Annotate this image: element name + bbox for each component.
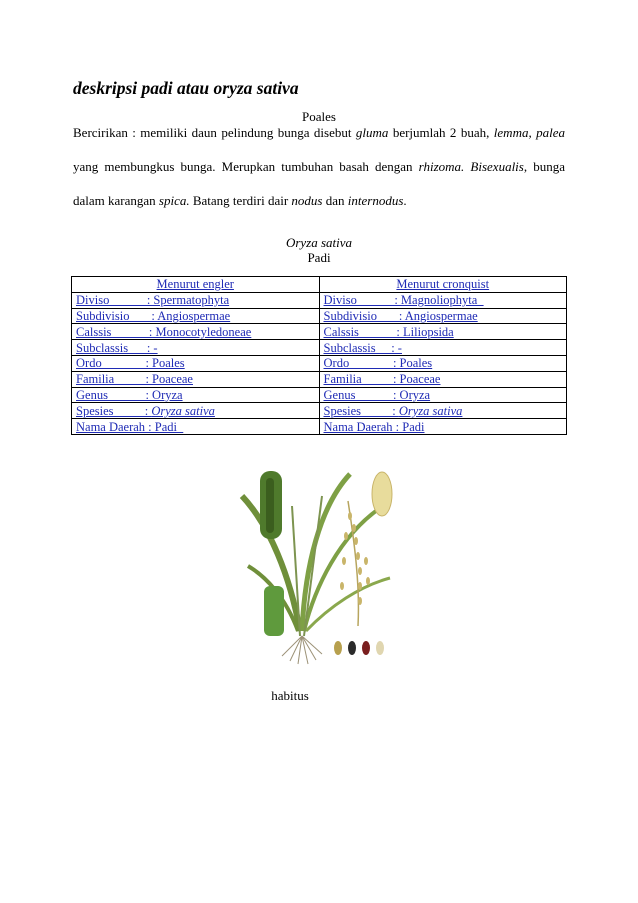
order-heading: Poales [302, 109, 336, 124]
taxonomy-table [71, 276, 567, 435]
paragraph-text: berjumlah 2 buah, [388, 125, 494, 140]
table-cell [319, 371, 567, 387]
cell-link[interactable]: Genus : Oryza [323, 387, 431, 402]
table-cell [72, 324, 320, 340]
table-row [72, 324, 567, 340]
cell-link[interactable]: Calssis : Liliopsida [323, 324, 454, 339]
cell-label: Spesies : [323, 403, 399, 418]
table-cell [72, 308, 320, 324]
paragraph-line-1 [73, 125, 565, 141]
cell-link[interactable]: Diviso : Magnoliophyta [323, 293, 484, 308]
cell-link[interactable]: Ordo : Poales [323, 356, 433, 371]
table-header-row [72, 277, 567, 293]
table-cell [72, 387, 320, 403]
table-cell [72, 403, 320, 419]
header-cronquist-link[interactable]: Menurut cronquist [396, 277, 490, 292]
table-row [72, 340, 567, 356]
table-row [72, 292, 567, 308]
table-cell [319, 419, 567, 435]
table-cell [319, 292, 567, 308]
table-row [72, 419, 567, 435]
cell-link[interactable]: Subclassis : - [323, 340, 402, 355]
term-lemma-palea: lemma, palea [493, 125, 565, 140]
table-cell [72, 292, 320, 308]
cell-link[interactable]: Subclassis : - [76, 340, 158, 355]
paragraph-text: yang membungkus bunga. Merupkan tumbuhan basah dengan [73, 159, 419, 174]
cell-link[interactable]: Familia : Poaceae [323, 372, 441, 387]
cell-species-value: Oryza sativa [151, 403, 215, 418]
table-cell [72, 355, 320, 371]
paragraph-text: , bunga [523, 159, 565, 174]
rice-plant-illustration [230, 466, 404, 666]
table-row [72, 371, 567, 387]
paragraph-line-2 [73, 159, 565, 175]
species-heading: Oryza sativa [285, 235, 353, 250]
term-spica: spica. [158, 193, 190, 208]
table-cell [319, 340, 567, 356]
table-row [72, 355, 567, 371]
rice-plant-drawing [230, 466, 404, 666]
paragraph-text: dan [322, 193, 348, 208]
cell-link[interactable]: Nama Daerah : Padi [323, 419, 425, 434]
cell-link[interactable]: Familia : Poaceae [76, 372, 193, 387]
table-row [72, 387, 567, 403]
table-cell [319, 387, 567, 403]
paragraph-text: . [403, 193, 407, 208]
cell-link[interactable]: Subdivisio : Angiospermae [76, 308, 231, 323]
header-engler [72, 277, 320, 293]
table-cell [319, 308, 567, 324]
paragraph-text: Batang terdiri dair [189, 193, 292, 208]
table-cell [72, 371, 320, 387]
header-engler-link[interactable]: Menurut engler [156, 277, 234, 292]
table-row [72, 403, 567, 419]
paragraph-line-3 [73, 193, 565, 209]
cell-link[interactable]: Ordo : Poales [76, 356, 185, 371]
cell-link[interactable]: Nama Daerah : Padi [76, 419, 184, 434]
table-cell [319, 324, 567, 340]
table-cell [319, 403, 567, 419]
term-internodus: internodus [347, 193, 404, 208]
term-gluma: gluma [355, 125, 389, 140]
cell-link[interactable]: Diviso : Spermatophyta [76, 293, 230, 308]
cell-species-value: Oryza sativa [398, 403, 463, 418]
cell-link[interactable]: Subdivisio : Angiospermae [323, 308, 478, 323]
cell-link[interactable] [76, 404, 215, 418]
table-row [72, 308, 567, 324]
cell-link[interactable]: Calssis : Monocotyledoneae [76, 324, 252, 339]
paragraph-text: dalam karangan [73, 193, 159, 208]
page-title: deskripsi padi atau oryza sativa [73, 78, 299, 98]
header-cronquist [319, 277, 567, 293]
figure-caption: habitus [271, 688, 309, 703]
term-nodus: nodus [291, 193, 323, 208]
term-rhizoma: rhizoma. Bisexualis [418, 159, 524, 174]
cell-link[interactable] [324, 404, 463, 418]
paragraph-text: Bercirikan : memiliki daun pelindung bunga disebut [73, 125, 356, 140]
cell-label: Spesies : [76, 403, 152, 418]
table-cell [72, 419, 320, 435]
common-name-heading: Padi [307, 250, 331, 265]
table-cell [72, 340, 320, 356]
table-cell [319, 355, 567, 371]
cell-link[interactable]: Genus : Oryza [76, 387, 183, 402]
